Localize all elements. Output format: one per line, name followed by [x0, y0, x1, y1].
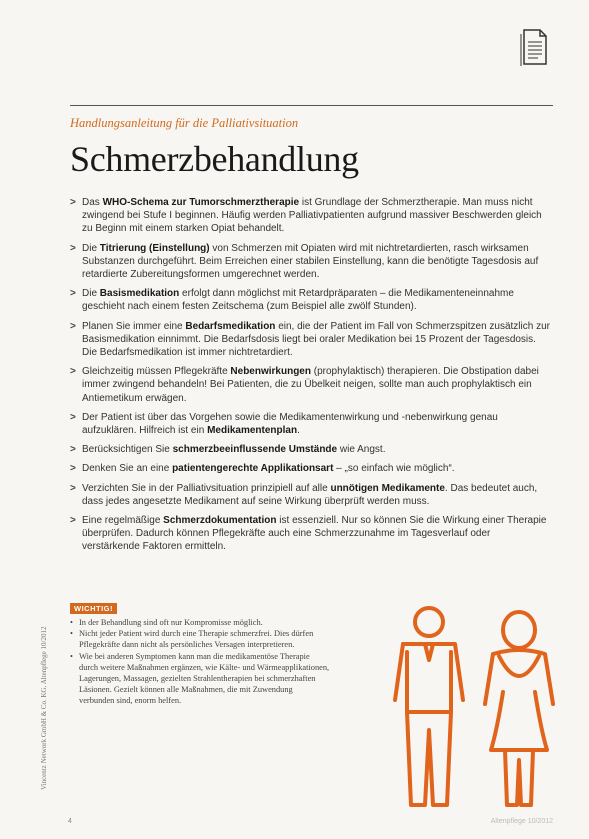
emphasis-text: Titrierung (Einstellung)	[99, 242, 210, 254]
bullet-chevron: >	[70, 320, 76, 332]
body-text: ist essenziell. Nur so können Sie die Wirkung einer Therapie überprüfen. Dadurch können Pflegekräfte auch eine Schmerzzunahme im Tagesverlauf oder verstärkende Faktoren ermitteln.	[82, 515, 547, 553]
body-text: Die	[82, 242, 100, 254]
bullet-chevron: >	[70, 411, 76, 423]
list-item	[70, 514, 550, 554]
body-text: – „so einfach wie möglich“.	[333, 463, 455, 475]
body-text: Berücksichtigen Sie	[82, 444, 173, 456]
bullet-chevron: >	[70, 482, 76, 494]
body-text: (prophylaktisch) therapieren. Die Obstipation dabei immer zwingend behandeln! Bei Patienten, die zu Übelkeit neigen, sollte man auch prophylaktisch ein Antiemetikum erwägen.	[82, 366, 539, 404]
bullet-dot: •	[70, 618, 73, 627]
body-text: ein, die der Patient im Fall von Schmerzspitzen zusätzlich zur Basismedikation einnimmt. Die Bedarfsdosis liegt bei oraler Medikation bei 15 Prozent der Tagesdosis. Die Bedarfsmedikation ist immer nichtretardiert.	[82, 320, 550, 359]
emphasis-text: Basismedikation	[99, 288, 180, 300]
list-item	[70, 443, 550, 456]
document-icon	[520, 28, 550, 66]
bullet-dot: •	[70, 629, 73, 639]
body-text: Die	[82, 288, 100, 300]
list-item	[70, 462, 550, 475]
list-item	[70, 242, 550, 282]
list-item	[70, 320, 550, 360]
body-text: Eine regelmäßige	[82, 515, 164, 527]
body-text: . Das bedeutet auch, dass jedes angesetzte Medikament auf seine Wirkung überprüft werden muss.	[82, 482, 538, 507]
wichtig-item	[70, 628, 330, 650]
wichtig-text: In der Behandlung sind oft nur Kompromisse möglich.	[79, 618, 263, 627]
body-text: wie Angst.	[337, 444, 386, 456]
page-title: Schmerzbehandlung	[70, 139, 359, 179]
body-text: Gleichzeitig müssen Pflegekräfte	[82, 366, 231, 378]
man-figure-icon	[395, 608, 463, 805]
bullet-chevron: >	[70, 444, 76, 456]
wichtig-item	[70, 617, 330, 628]
woman-figure-icon	[485, 612, 553, 805]
bullet-dot: •	[70, 651, 73, 661]
bullet-chevron: >	[70, 242, 76, 254]
wichtig-text: Nicht jeder Patient wird durch eine Therapie schmerzfrei. Dies dürfen Pflegekräfte dann nicht als persönliches Versagen interpretieren.	[79, 629, 314, 650]
bullet-chevron: >	[70, 197, 76, 208]
bullet-chevron: >	[70, 366, 76, 378]
section-kicker: Handlungsanleitung für die Palliativsituation	[70, 116, 299, 130]
body-text: ist Grundlage der Schmerztherapie. Man muss nicht zwingend bei Stufe I beginnen. Häufig werden Palliativpatienten aufgrund massiver Beschwerden gleich zu Beginn mit einem starken Opiat behandelt.	[82, 197, 542, 235]
header-divider	[70, 105, 553, 106]
body-text: Verzichten Sie in der Palliativsituation prinzipiell auf alle	[82, 482, 331, 494]
bullet-chevron: >	[70, 288, 76, 300]
page-number: 4	[68, 818, 72, 825]
wichtig-text: Wie bei anderen Symptomen kann man die medikamentöse Therapie durch weitere Maßnahmen ergänzen, wie Kälte- und Wärmeapplikationen, Lagerungen, Massagen, gezielten Strahlentherapien bei schmerzhaften Läsionen. Gezielt können alle Maßnahmen, die mit Zuwendung verbunden sind, enorm helfen.	[79, 651, 330, 706]
body-text: erfolgt dann möglichst mit Retardpräparaten – die Medikamenteneinnahme geschieht nach einem festen Zeitschema (zum Beispiel alle zwölf Stunden).	[82, 288, 514, 313]
emphasis-text: Medikamentenplan	[207, 425, 298, 437]
guideline-list	[70, 196, 550, 560]
list-item	[70, 196, 550, 236]
wichtig-badge: WICHTIG!	[70, 603, 117, 614]
bullet-chevron: >	[70, 515, 76, 527]
body-text: .	[297, 425, 300, 437]
people-illustration	[385, 600, 565, 815]
list-item	[70, 365, 550, 405]
list-item	[70, 411, 550, 437]
body-text: Das	[82, 197, 103, 208]
body-text: Planen Sie immer eine	[82, 320, 186, 332]
emphasis-text: unnötigen Medikamente	[330, 482, 445, 494]
body-text: Der Patient ist über das Vorgehen sowie die Medikamentenwirkung und -nebenwirkung genau aufzuklären. Hilfreich ist ein	[82, 411, 498, 437]
emphasis-text: Nebenwirkungen	[230, 366, 311, 378]
wichtig-item	[70, 651, 330, 707]
list-item	[70, 287, 550, 313]
emphasis-text: WHO-Schema zur Tumorschmerztherapie	[102, 197, 300, 208]
emphasis-text: Schmerzdokumentation	[163, 515, 277, 527]
bullet-chevron: >	[70, 463, 76, 475]
emphasis-text: Bedarfsmedikation	[185, 320, 276, 332]
emphasis-text: schmerzbeeinflussende Umstände	[172, 444, 338, 456]
body-text: von Schmerzen mit Opiaten wird mit nichtretardierten, rasch wirksamen Substanzen durchgeführt. Beim Erreichen einer stabilen Einstellung, kann die benötigte Tagesdosis auf retardierte Zubereitungsformen umgerechnet werden.	[82, 242, 539, 281]
wichtig-list	[70, 617, 330, 707]
emphasis-text: patientengerechte Applikationsart	[172, 463, 334, 475]
body-text: Denken Sie an eine	[82, 463, 173, 475]
list-item	[70, 482, 550, 508]
footer-publication: Altenpflege 10/2012	[490, 818, 553, 825]
side-credit: Vincentz Network GmbH & Co. KG, Altenpflege 10/2012	[40, 626, 48, 790]
